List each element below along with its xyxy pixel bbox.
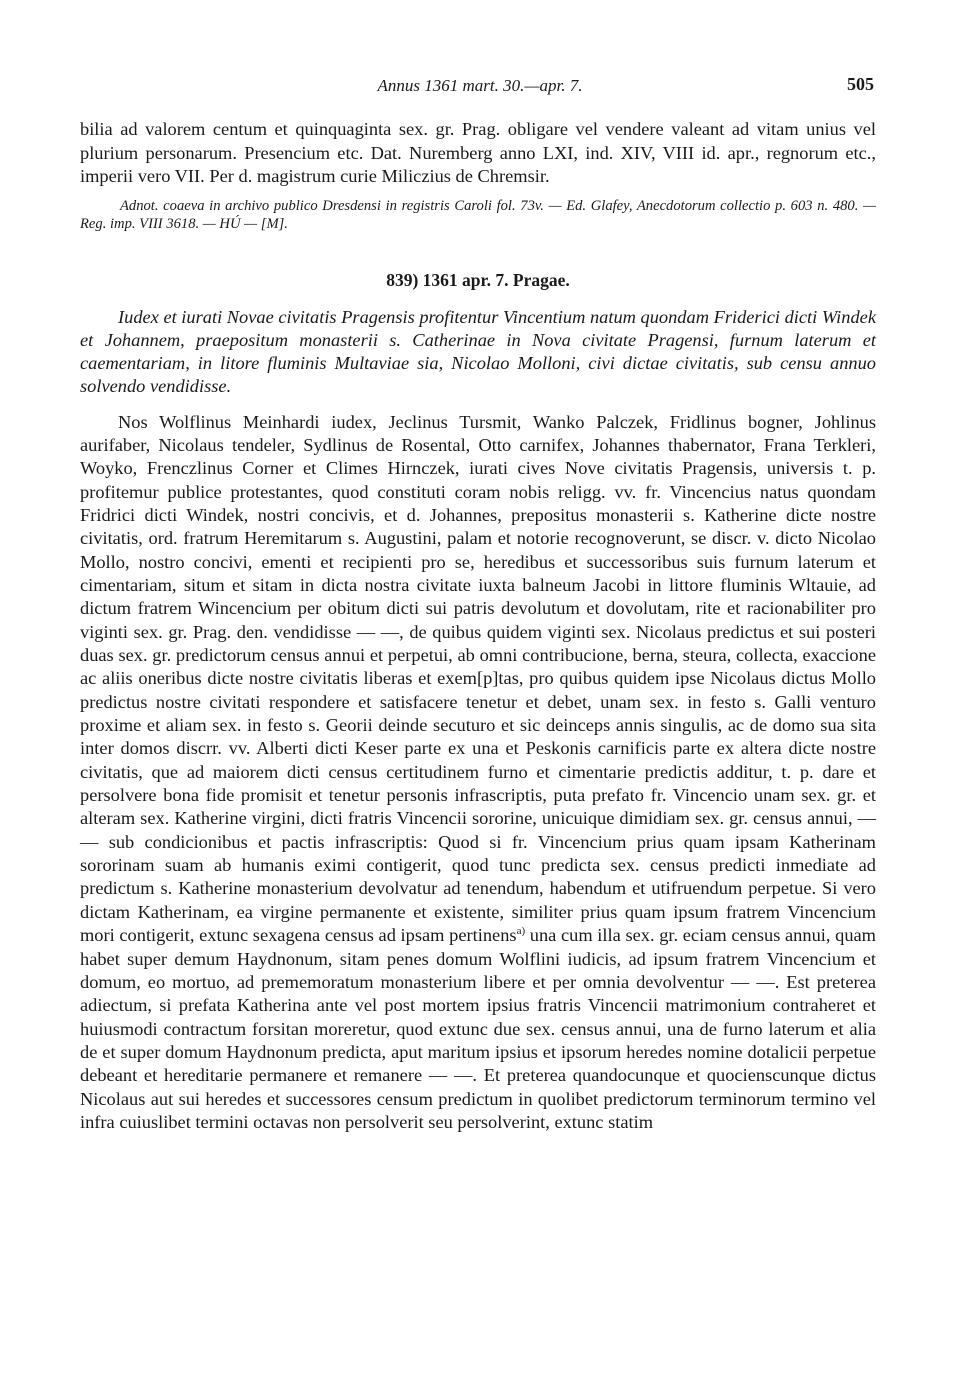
document-heading: 839) 1361 apr. 7. Pragae. [386, 269, 570, 290]
charter-text-part-2: una cum illa sex. gr. eciam census annui, quam habet super demum Haydnonum, sitam penes domum Wolflini iudicis, ad ipsum fratrem Vincencium et domum, eo mortuo, ad prememoratum monasterium libere et per omnia devolventur — —. Est preterea adiectum, si prefata Katherina ante vel post mortem ipsius fratris Vincencii matrimonium contraheret et huiusmodi contractum forsitan moreretur, quod extunc due sex. census annui, una de furno laterum et alia de et super domum Haydnonum predicta, aput maritum ipsius et ipsorum heredes nomine dotalicii perpetue debeant et hereditarie permanere et remanere — —. Et preterea quandocunque et quocienscunque dictus Nicolaus aut sui heredes et successores censum predictum in quolibet predictorum terminorum termino vel infra cuiuslibet termini octavas non persolverit seu persolverint, extunc statim [80, 925, 876, 1132]
continuation-paragraph: bilia ad valorem centum et quinquaginta sex. gr. Prag. obligare vel vendere valeant ad vitam unius vel plurium personarum. Presencium etc. Dat. Nuremberg anno LXI, ind. XIV, VIII id. apr., regnorum etc., imperii vero VII. Per d. magistrum curie Miliczius de Chremsir. [80, 119, 876, 187]
annotation-note: Adnot. coaeva in archivo publico Dresdensi in registris Caroli fol. 73v. — Ed. Glafey, Anecdotorum collectio p. 603 n. 480. — Reg. imp. VIII 3618. — HÚ — [M]. [80, 197, 876, 233]
footnote-marker: a) [516, 925, 526, 938]
running-head [0, 72, 960, 102]
charter-text-part-1: Nos Wolflinus Meinhardi iudex, Jeclinus Tursmit, Wanko Palczek, Fridlinus bogner, Johlinus aurifaber, Nicolaus tendeler, Sydlinus de Rosental, Otto carnifex, Johannes thabernator, Frana Terkleri, Woyko, Frenczlinus Corner et Climes Hirnczek, iurati cives Nove civitatis Pragensis, universis t. p. profitemur publice protestantes, quod constituti coram nobis religg. vv. fr. Vincencius natus quondam Fridrici dicti Windek, nostri concivis, et d. Johannes, prepositus monasterii s. Katherine dicte nostre civitatis, ord. fratrum Heremitarum s. Augustini, palam et notorie recognoverunt, se discr. v. dicto Nicolao Mollo, nostro concivi, ementi et recipienti pro se, heredibus et successoribus suis furnum laterum et cimentariam, situm et sitam in dicta nostra civitate iuxta balneum Jacobi in littore fluminis Wltauie, ad dictum fratrem Wincencium per obitum dicti sui patris devolutum et dovolutam, rite et racionabiliter pro viginti sex. gr. Prag. den. vendidisse — —, de quibus quidem viginti sex. Nicolaus predictus et sui posteri duas sex. gr. predictorum census annui et perpetui, ab omni contribucione, berna, steura, collecta, exaccione ac aliis oneribus dicte nostre civitatis liberas et exem[p]tas, pro quibus quidem ipse Nicolaus dictus Mollo predictus nostre civitati respondere et satisfacere tenetur et debet, unam sex. in festo s. Galli venturo proxime et aliam sex. in festo s. Georii deinde secuturo et sic deinceps annis singulis, ac de domo sua sita inter domos discrr. vv. Alberti dicti Keser parte ex una et Peskonis carnificis parte ex altera dicte nostre civitatis, que ad maiorem dicti census certitudinem furno et cimentarie predictis additur, t. p. dare et persolvere bona fide promisit et tenetur personis infrascriptis, puta prefato fr. Vincencio unam sex. gr. et alteram sex. Katherine virgini, dicti fratris Vincencii sororine, unicuique dimidiam sex. gr. census annui, — — sub condicionibus et pactis infrascriptis: Quod si fr. Vincencium prius quam ipsam Katherinam sororinam suam ab humanis eximi contigerit, quod tunc predicta sex. census predicti inmediate ad predictum s. Katherine monasterium devolvatur ad tenendum, habendum et utifruendum perpetue. Si vero dictam Katherinam, ea virgine permanente et existente, similiter prius quam ipsum fratrem Vincencium mori contigerit, extunc sexagena census ad ipsam pertinens [80, 411, 876, 946]
page-number: 505 [847, 74, 874, 94]
running-title: Annus 1361 mart. 30.—apr. 7. [377, 76, 583, 95]
regest-summary: Iudex et iurati Novae civitatis Pragensis profitentur Vincentium natum quondam Friderici dicti Windek et Johannem, praepositum monasterii s. Catherinae in Nova civitate Pragensi, furnum laterum et caementariam, in litore fluminis Multaviae sia, Nicolao Molloni, civi dictae civitatis, sub censu annuo solvendo vendidisse. [80, 306, 876, 397]
page-content [80, 118, 876, 1134]
charter-text [80, 411, 876, 1135]
